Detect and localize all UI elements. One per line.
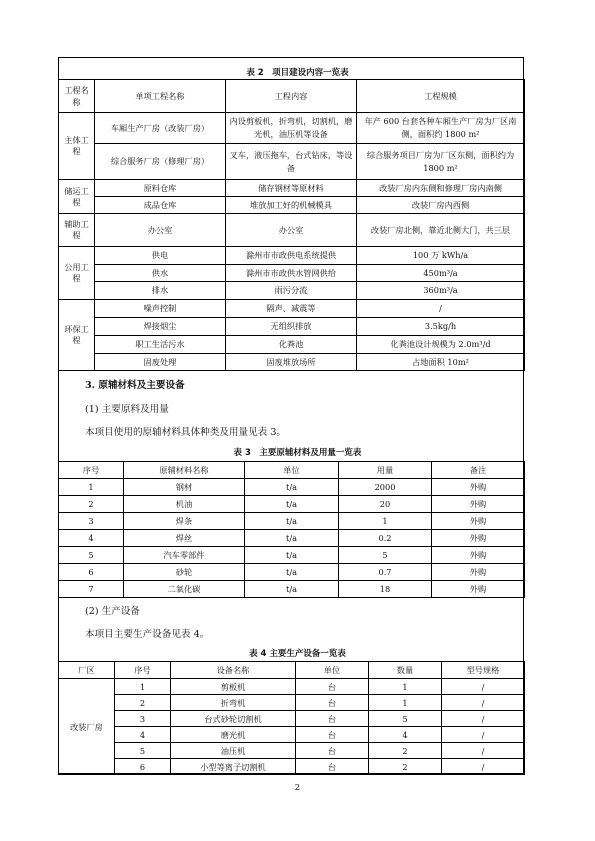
cell: 综合服务项目厂房为厂区东侧，面积约为 1800 m² [357, 144, 525, 180]
cell: 汽车零部件 [124, 547, 245, 564]
table-row [59, 564, 525, 581]
cell: 磨光机 [171, 727, 296, 743]
cell: 外购 [432, 564, 525, 581]
cell: 滁州市市政供电系统提供 [226, 247, 357, 265]
cell: 台 [296, 695, 369, 711]
cell: 6 [115, 759, 171, 775]
header-amount: 用量 [339, 462, 432, 479]
cell: 堆放加工好的机械模具 [226, 197, 357, 214]
cell: 办公室 [95, 214, 226, 247]
cell: 叉车，液压拖车，台式钻床，等设备 [226, 144, 357, 180]
table-row [59, 695, 525, 711]
cell: 5 [339, 547, 432, 564]
header-unit: 单位 [296, 662, 369, 679]
cell: 外购 [432, 496, 525, 513]
cell: 折弯机 [171, 695, 296, 711]
cell: 18 [339, 581, 432, 598]
cell: 4 [59, 530, 124, 547]
cell: 5 [369, 711, 442, 727]
group-main: 主体工程 [59, 113, 95, 180]
cell: 7 [59, 581, 124, 598]
header-project: 工程名称 [59, 80, 95, 113]
cell: 焊丝 [124, 530, 245, 547]
cell: / [442, 679, 525, 695]
cell: 100 万 kWh/a [357, 247, 525, 265]
table-row [59, 679, 525, 695]
table-row [59, 711, 525, 727]
cell: / [442, 695, 525, 711]
cell: 3 [115, 711, 171, 727]
cell: 20 [339, 496, 432, 513]
cell: / [357, 300, 525, 318]
table4 [58, 661, 525, 775]
header-item: 单项工程名称 [95, 80, 226, 113]
cell: 台 [296, 727, 369, 743]
cell: 改装厂房内西侧 [357, 197, 525, 214]
section-heading: 3. 原辅材料及主要设备 [85, 380, 185, 391]
cell: 排水 [95, 282, 226, 300]
table-row [59, 759, 525, 775]
cell: 内设剪板机，折弯机，切割机，磨光机，油压机等设备 [226, 113, 357, 144]
paragraph-equipment: 本项目主要生产设备见表 4。 [85, 629, 210, 640]
header-model: 型号规格 [442, 662, 525, 679]
cell: 台 [296, 743, 369, 759]
cell: 1 [59, 479, 124, 496]
group-aux: 辅助工程 [59, 214, 95, 247]
cell: 滁州市市政供水管网供给 [226, 265, 357, 282]
cell: 6 [59, 564, 124, 581]
cell: 外购 [432, 530, 525, 547]
cell: 综合服务厂房（修理厂房） [95, 144, 226, 180]
cell: 储存钢材等原材料 [226, 180, 357, 197]
cell: 办公室 [226, 214, 357, 247]
cell: 2 [369, 743, 442, 759]
cell: 2 [115, 695, 171, 711]
cell: 小型等离子切割机 [171, 759, 296, 775]
header-equipment: 设备名称 [171, 662, 296, 679]
cell: / [442, 727, 525, 743]
cell: 化粪池设计规模为 2.0m³/d [357, 336, 525, 354]
area-cell: 改装厂房 [59, 679, 115, 775]
cell: 1 [369, 679, 442, 695]
cell: 4 [115, 727, 171, 743]
cell: 1 [369, 695, 442, 711]
cell: 改装厂房内东侧和修理厂房内南侧 [357, 180, 525, 197]
header-scale: 工程规模 [357, 80, 525, 113]
cell: 3.5kg/h [357, 318, 525, 336]
table3-body [59, 479, 525, 598]
cell: 改装厂房北侧，靠近北侧大门，共三层 [357, 214, 525, 247]
cell: 油压机 [171, 743, 296, 759]
cell: 无组织排放 [226, 318, 357, 336]
cell: 外购 [432, 581, 525, 598]
table4-caption: 表 4 主要生产设备一览表 [249, 649, 346, 659]
cell: 隔声、减震等 [226, 300, 357, 318]
cell: 1 [115, 679, 171, 695]
paragraph-materials: 本项目使用的原辅材料具体种类及用量见表 3。 [85, 427, 287, 438]
cell: 4 [369, 727, 442, 743]
cell: 450m³/a [357, 265, 525, 282]
cell: / [442, 759, 525, 775]
cell: t/a [245, 530, 339, 547]
group-env: 环保工程 [59, 300, 95, 371]
cell: 钢材 [124, 479, 245, 496]
cell: 台 [296, 711, 369, 727]
cell: 砂轮 [124, 564, 245, 581]
header-unit: 单位 [245, 462, 339, 479]
cell: 外购 [432, 547, 525, 564]
subheading-equipment: (2) 生产设备 [85, 606, 141, 617]
cell: 车厢生产厂房（改装厂房） [95, 113, 226, 144]
cell: 剪板机 [171, 679, 296, 695]
cell: 3 [59, 513, 124, 530]
cell: 成品仓库 [95, 197, 226, 214]
cell: t/a [245, 581, 339, 598]
cell: 0.7 [339, 564, 432, 581]
cell: 外购 [432, 479, 525, 496]
cell: 供电 [95, 247, 226, 265]
table-row [59, 581, 525, 598]
cell: 年产 600 台套各种车厢生产厂房为厂区南侧，面积约 1800 m² [357, 113, 525, 144]
page-number: 2 [294, 783, 301, 793]
cell: 二氧化碳 [124, 581, 245, 598]
cell: / [442, 743, 525, 759]
cell: 原料仓库 [95, 180, 226, 197]
cell: 职工生活污水 [95, 336, 226, 354]
table-row [59, 513, 525, 530]
table-row [59, 496, 525, 513]
cell: 2 [59, 496, 124, 513]
table-row [59, 743, 525, 759]
cell: 5 [115, 743, 171, 759]
header-area: 厂区 [59, 662, 115, 679]
table3-caption: 表 3 主要原辅材料及用量一览表 [233, 448, 362, 458]
cell: t/a [245, 479, 339, 496]
cell: 台 [296, 679, 369, 695]
cell: 外购 [432, 513, 525, 530]
cell: 2000 [339, 479, 432, 496]
cell: 噪声控制 [95, 300, 226, 318]
header-content: 工程内容 [226, 80, 357, 113]
cell: 0.2 [339, 530, 432, 547]
cell: t/a [245, 513, 339, 530]
subheading-materials: (1) 主要原料及用量 [85, 404, 169, 415]
table4-body [59, 679, 525, 775]
table-row [59, 530, 525, 547]
header-note: 备注 [432, 462, 525, 479]
cell: 台 [296, 759, 369, 775]
cell: 焊条 [124, 513, 245, 530]
header-no: 序号 [59, 462, 124, 479]
cell: 机油 [124, 496, 245, 513]
cell: 焊接烟尘 [95, 318, 226, 336]
header-material: 原辅材料名称 [124, 462, 245, 479]
table-row [59, 479, 525, 496]
cell: t/a [245, 547, 339, 564]
header-quantity: 数量 [369, 662, 442, 679]
cell: 360m³/a [357, 282, 525, 300]
table-row [59, 727, 525, 743]
group-utility: 公用工程 [59, 247, 95, 300]
cell: 雨污分流 [226, 282, 357, 300]
cell: / [442, 711, 525, 727]
cell: 固废处理 [95, 354, 226, 371]
table-row [59, 547, 525, 564]
cell: 占地面积 10m² [357, 354, 525, 371]
cell: 化粪池 [226, 336, 357, 354]
table3 [58, 461, 525, 598]
cell: 2 [369, 759, 442, 775]
cell: 供水 [95, 265, 226, 282]
cell: 1 [339, 513, 432, 530]
table2-caption: 表 2 项目建设内容一览表 [246, 68, 349, 78]
cell: t/a [245, 496, 339, 513]
cell: 固废堆放场所 [226, 354, 357, 371]
cell: t/a [245, 564, 339, 581]
header-no: 序号 [115, 662, 171, 679]
table2 [58, 79, 525, 371]
group-storage: 储运工程 [59, 180, 95, 214]
cell: 台式砂轮切割机 [171, 711, 296, 727]
cell: 5 [59, 547, 124, 564]
